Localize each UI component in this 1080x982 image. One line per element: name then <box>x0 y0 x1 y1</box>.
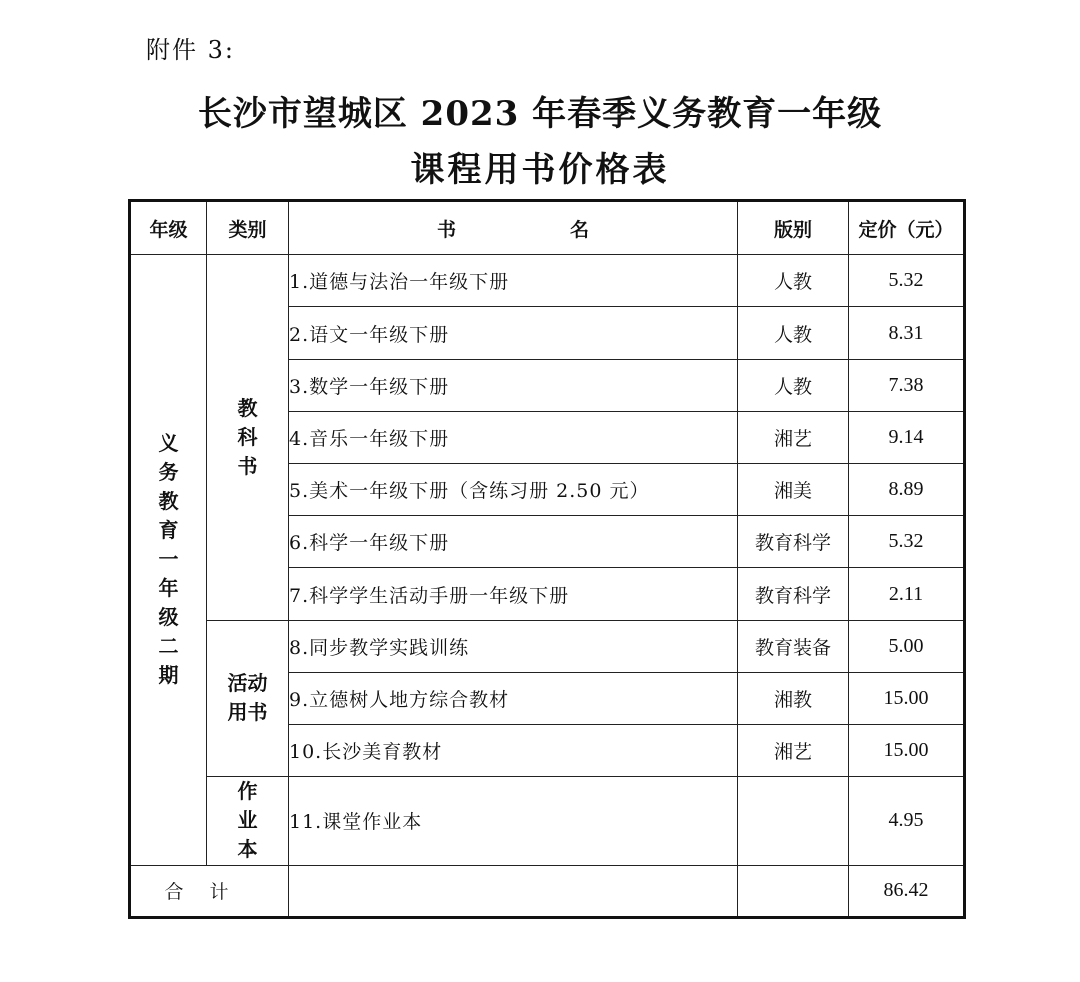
document-title-line1: 长沙市望城区 2023 年春季义务教育一年级 <box>197 94 883 134</box>
book-price: 8.31 <box>849 307 965 359</box>
book-price: 5.32 <box>849 255 965 307</box>
header-price: 定价（元） <box>849 201 965 255</box>
book-price: 8.89 <box>849 464 965 516</box>
book-edition: 湘艺 <box>738 411 849 463</box>
book-edition: 人教 <box>738 307 849 359</box>
total-row <box>130 865 965 917</box>
book-price: 2.11 <box>849 568 965 620</box>
category-textbook: 教科书 <box>237 395 258 478</box>
book-name: 7.科学学生活动手册一年级下册 <box>289 568 738 620</box>
price-table <box>128 199 966 919</box>
book-edition: 教育装备 <box>738 620 849 672</box>
table-row <box>130 255 965 307</box>
book-name: 3.数学一年级下册 <box>289 359 738 411</box>
category-textbook-cell <box>207 255 289 620</box>
total-label: 合计 <box>130 865 289 917</box>
book-edition: 湘美 <box>738 464 849 516</box>
book-edition: 教育科学 <box>738 516 849 568</box>
document-title-line2: 课程用书价格表 <box>410 150 670 190</box>
book-price: 15.00 <box>849 672 965 724</box>
book-edition: 教育科学 <box>738 568 849 620</box>
category-workbook-cell <box>207 777 289 865</box>
category-activity: 活动用书 <box>227 671 268 725</box>
table-row <box>130 620 965 672</box>
book-price: 4.95 <box>849 777 965 865</box>
book-price: 5.32 <box>849 516 965 568</box>
header-book-name: 书 名 <box>289 201 738 255</box>
book-edition: 人教 <box>738 359 849 411</box>
grade-cell <box>130 255 207 865</box>
total-price: 86.42 <box>849 865 965 917</box>
total-empty-edition <box>738 865 849 917</box>
book-price: 15.00 <box>849 725 965 777</box>
book-name: 9.立德树人地方综合教材 <box>289 672 738 724</box>
book-name: 1.道德与法治一年级下册 <box>289 255 738 307</box>
book-name: 6.科学一年级下册 <box>289 516 738 568</box>
book-name: 5.美术一年级下册（含练习册 2.50 元） <box>289 464 738 516</box>
table-row <box>130 777 965 865</box>
book-price: 7.38 <box>849 359 965 411</box>
header-category: 类别 <box>207 201 289 255</box>
book-name: 4.音乐一年级下册 <box>289 411 738 463</box>
category-workbook: 作业本 <box>237 779 258 862</box>
book-edition: 湘艺 <box>738 725 849 777</box>
attachment-label: 附件 3: <box>146 36 235 64</box>
header-grade: 年级 <box>130 201 207 255</box>
total-empty-name <box>289 865 738 917</box>
grade-label: 义务教育一年级二期 <box>158 431 179 688</box>
book-edition: 人教 <box>738 255 849 307</box>
category-activity-cell <box>207 620 289 777</box>
book-price: 9.14 <box>849 411 965 463</box>
book-edition <box>738 777 849 865</box>
book-edition: 湘教 <box>738 672 849 724</box>
book-price: 5.00 <box>849 620 965 672</box>
book-name: 10.长沙美育教材 <box>289 725 738 777</box>
book-name: 2.语文一年级下册 <box>289 307 738 359</box>
header-edition: 版别 <box>738 201 849 255</box>
book-name: 11.课堂作业本 <box>289 777 738 865</box>
header-row <box>130 201 965 255</box>
book-name: 8.同步教学实践训练 <box>289 620 738 672</box>
